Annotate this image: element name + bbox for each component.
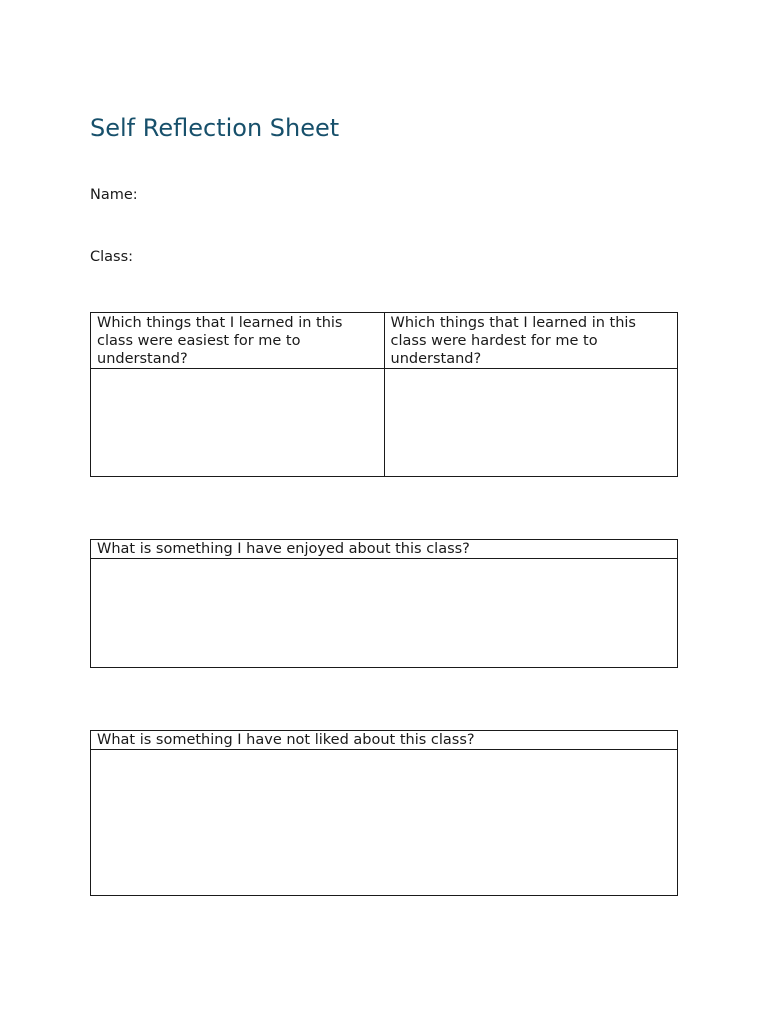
easiest-answer-cell[interactable] [91, 369, 385, 477]
table-row [91, 559, 678, 668]
table-row [91, 540, 678, 559]
name-label: Name: [90, 187, 138, 203]
understanding-table [90, 312, 678, 477]
enjoyed-question-cell: What is something I have enjoyed about this class? [91, 540, 678, 559]
easiest-question-cell: Which things that I learned in this class were easiest for me to understand? [91, 313, 385, 369]
table-row [91, 731, 678, 750]
not-liked-answer-cell[interactable] [91, 750, 678, 896]
enjoyed-answer-cell[interactable] [91, 559, 678, 668]
table-row [91, 369, 678, 477]
enjoyed-table [90, 539, 678, 668]
hardest-answer-cell[interactable] [384, 369, 678, 477]
table-row [91, 750, 678, 896]
not-liked-table [90, 730, 678, 896]
page-title: Self Reflection Sheet [90, 114, 340, 142]
table-row [91, 313, 678, 369]
hardest-question-cell: Which things that I learned in this class were hardest for me to understand? [384, 313, 678, 369]
class-label: Class: [90, 249, 134, 265]
not-liked-question-cell: What is something I have not liked about this class? [91, 731, 678, 750]
